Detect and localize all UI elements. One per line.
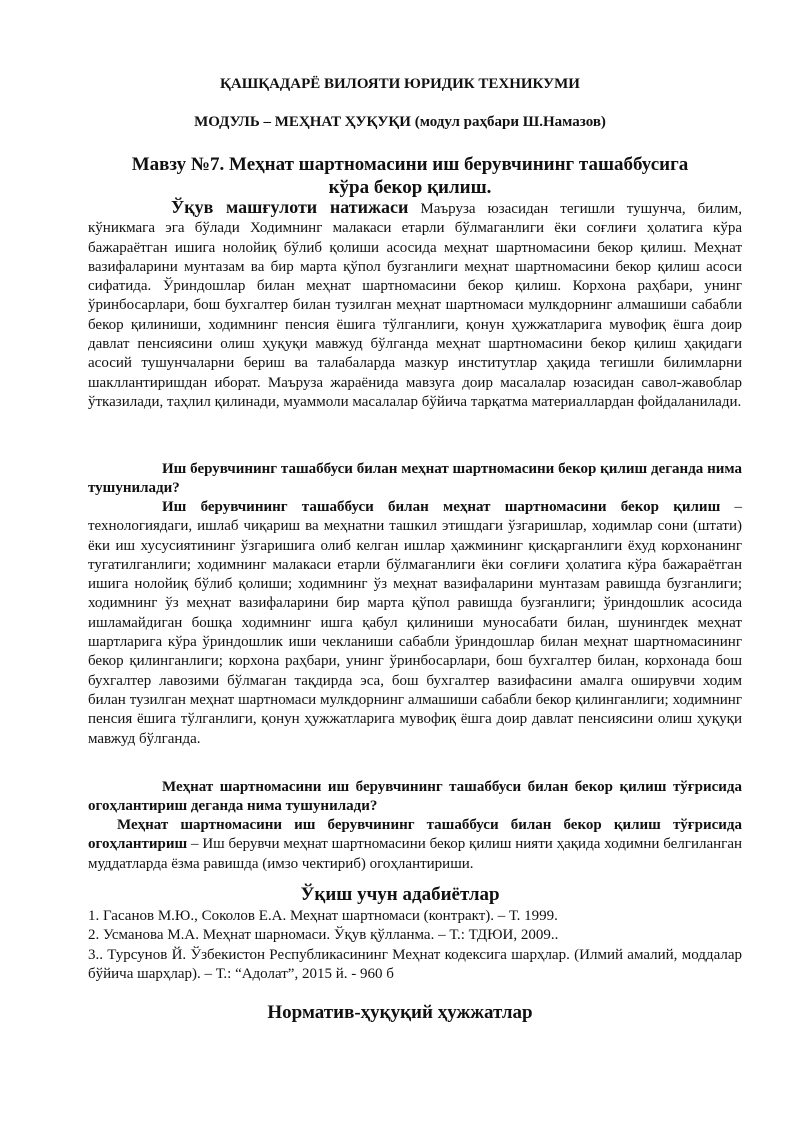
question-2 (88, 778, 742, 817)
literature-item: 2. Усманова М.А. Меҳнат шарномаси. Ўқув қўлланма. – Т.: ТДЮИ, 2009.. (88, 927, 559, 944)
intro-paragraph (88, 198, 742, 412)
answer-2-paragraph (88, 816, 742, 874)
answer-1-paragraph (88, 498, 742, 749)
module-heading: МОДУЛЬ – МЕҲНАТ ҲУҚУҚИ (модул раҳбари Ш.Намазов) (194, 114, 606, 130)
literature-item: 1. Гасанов М.Ю., Соколов Е.А. Меҳнат шартномаси (контракт). – Т. 1999. (88, 908, 558, 924)
answer-2-term: Меҳнат шартномасини иш берувчининг ташаббуси билан бекор қилиш тўғрисида огоҳлантириш (88, 817, 742, 853)
topic-title: Мавзу №7. Меҳнат шартномасини иш берувчининг ташаббусига кўра бекор қилиш. (131, 154, 689, 198)
answer-1-text: – технологиядаги, ишлаб чиқариш ва меҳнатни ташкил этишдаги ўзгаришлар, ходимлар сони (штати) ёки иш хусусиятининг ўзгаришига олиб келган ишлар ҳажмининг қисқарганлиги ёхуд корхонанинг тугатилганлиги; ходимнинг малакаси етарли бўлмаганлиги ёки соғлиғи ҳолатига кўра бажараётган ишига нолойиқ бўлиб қолиши; ходимнинг ўз меҳнат вазифаларини мунтазам равишда бузганлиги; ходимнинг ўз меҳнат вазифаларини бир марта қўпол равишда бузганлиги; ўриндошлик асосида ишламайдиган бошқа ходимнинг ишга қабул қилиниши муносабати билан, шунингдек меҳнат шартларига кўра ўриндошлик иши чекланиши сабабли ўриндошлар билан меҳнат шартномасининг бекор қилинганлиги; корхона раҳбари, унинг ўринбосарлари, бош бухгалтер билан, корхонада бош бухгалтер лавозими бўлмаган тақдирда эса, бош бухгалтер вазифасини амалга оширувчи ходим билан тузилган меҳнат шартномаси мулкдорнинг алмашиши сабабли бекор қилинганлиги; ходимнинг пенсия ёшига тўлганлиги, қонун ҳужжатларига мувофиқ ёшга доир давлат пенсиясини олиш ҳуқуқи мавжуд бўлганда. (88, 499, 743, 747)
literature-list (88, 907, 742, 984)
intro-text: Маъруза юзасидан тегишли тушунча, билим, кўникмага эга бўлади Ходимнинг малакаси етарли бўлмаганлиги ёки соғлиғи ҳолатига кўра бажараётган ишига нолойиқ бўлиб қолиши асосида меҳнат шартномасини бекор қилиш. Меҳнат вазифаларини мунтазам ва бир марта қўпол бузганлиги меҳнат шартномасини бекор қилиш асоси сифатида. Ўриндошлар билан меҳнат шартномасини бекор қилиш. Корхона раҳбари, унинг ўринбосарлари, бош бухгалтер билан тузилган меҳнат шартномаси мулкдорнинг алмашиши сабабли бекор қилиниши, ходимнинг пенсия ёшига тўлганлиги, қонун ҳужжатларига мувофиқ ёшга доир давлат пенсиясини олиш ҳуқуқи мавжуд бўлганда меҳнат шартномасини бекор қилиш ҳақидаги асосий тушунчаларни бериш ва талабаларда мазкур институтлар ҳақида тегишли билимларни шакллантиришдан иборат. Маъруза жараёнида мавзуга доир масалалар юзасидан савол-жавоблар ўтказилади, таҳлил қилинади, муаммоли масалалар бўйича тарқатма материаллардан фойдаланилади. (88, 201, 742, 410)
intro-lead: Ўқув машғулоти натижаси (171, 197, 409, 217)
answer-1-term: Иш берувчининг ташаббуси билан меҳнат шартномасини бекор қилиш (162, 499, 721, 515)
normative-heading: Норматив-ҳуқуқий ҳужжатлар (267, 1002, 533, 1023)
question-1-text: Иш берувчининг ташаббуси билан меҳнат шартномасини бекор қилиш деганда нима тушунилади? (88, 461, 742, 497)
literature-heading: Ўқиш учун адабиётлар (300, 884, 500, 905)
question-1 (88, 460, 742, 499)
institution-heading: ҚАШҚАДАРЁ ВИЛОЯТИ ЮРИДИК ТЕХНИКУМИ (220, 76, 580, 92)
literature-item: 3.. Турсунов Й. Ўзбекистон Республикасининг Меҳнат кодексига шарҳлар. (Илмий амалий, моддалар бўйича шарҳлар). – Т.: “Адолат”, 2015 й. - 960 б (88, 946, 742, 982)
question-2-text: Меҳнат шартномасини иш берувчининг ташаббуси билан бекор қилиш тўғрисида огоҳлантириш деганда нима тушунилади? (88, 779, 742, 815)
answer-2-text: – Иш берувчи меҳнат шартномасини бекор қилиш нияти ҳақида ходимни белгиланган муддатларда ёзма равишда (имзо чектириб) огоҳлантириши. (88, 836, 742, 872)
